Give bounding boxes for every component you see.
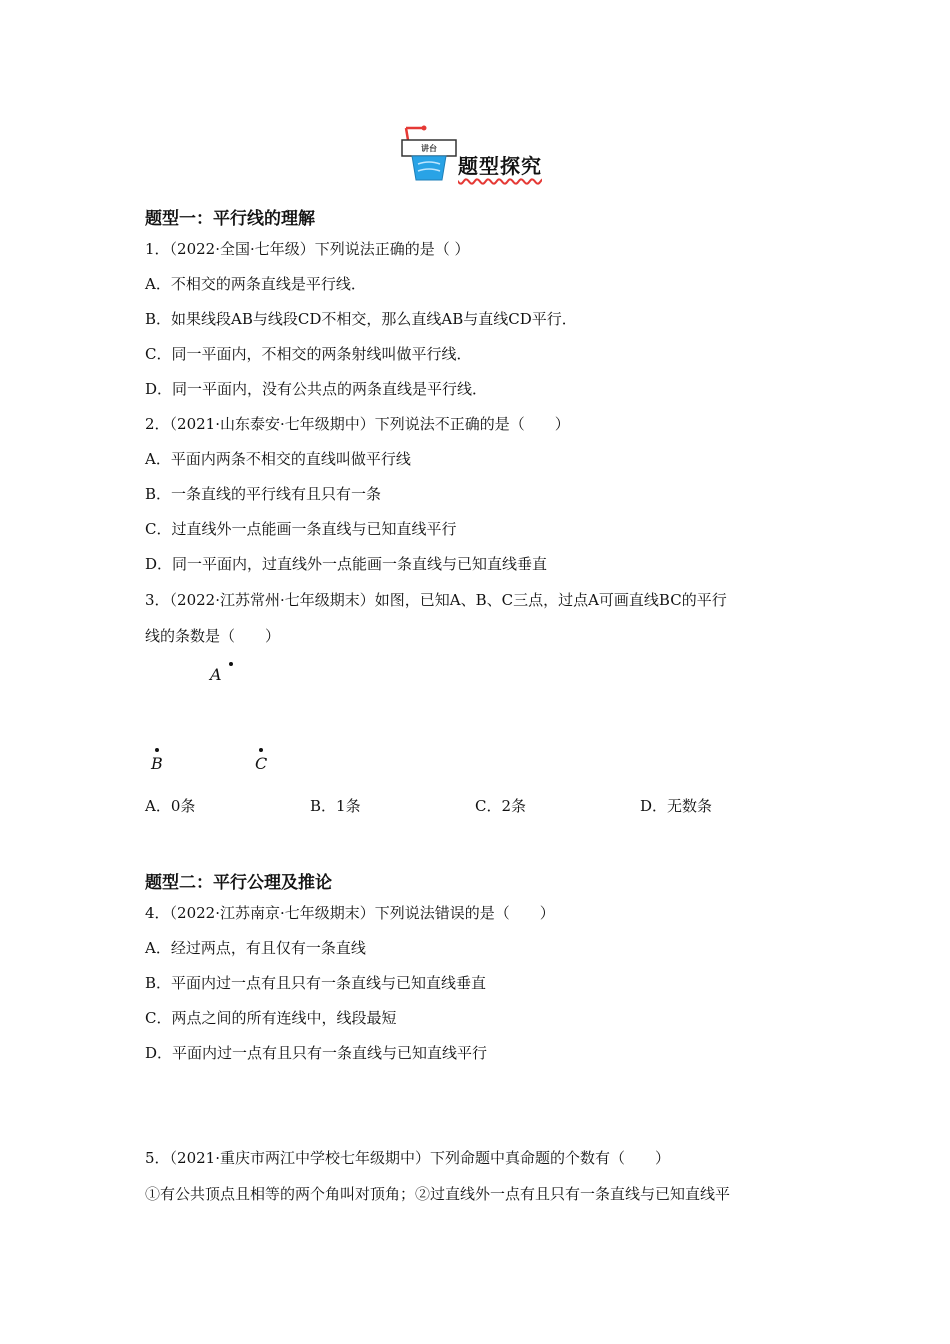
point-c-dot bbox=[259, 748, 263, 752]
point-b-dot bbox=[155, 748, 159, 752]
question-4-option-b: B．平面内过一点有且只有一条直线与已知直线垂直 bbox=[145, 974, 487, 992]
question-1-option-b: B．如果线段AB与线段CD不相交，那么直线AB与直线CD平行． bbox=[145, 310, 577, 328]
podium-label: 讲台 bbox=[421, 144, 437, 153]
question-4-option-d: D．平面内过一点有且只有一条直线与已知直线平行 bbox=[145, 1044, 488, 1062]
question-2-option-a: A．平面内两条不相交的直线叫做平行线 bbox=[145, 450, 411, 468]
point-a-label: A bbox=[210, 665, 222, 684]
question-3-option-c: C．2条 bbox=[475, 797, 527, 815]
section-title-1: 题型一：平行线的理解 bbox=[145, 209, 315, 229]
question-3-option-b: B．1条 bbox=[310, 797, 361, 815]
point-a-dot bbox=[229, 662, 233, 666]
question-3-stem-line2: 线的条数是（ ） bbox=[145, 627, 281, 645]
question-1-stem: 1．（2022·全国·七年级）下列说法正确的是（ ） bbox=[145, 240, 470, 258]
question-1-option-c: C．同一平面内，不相交的两条射线叫做平行线． bbox=[145, 345, 472, 363]
question-3-option-a: A．0条 bbox=[145, 797, 196, 815]
question-4-stem: 4．（2022·江苏南京·七年级期末）下列说法错误的是（ ） bbox=[145, 904, 555, 922]
page-header bbox=[398, 124, 558, 184]
question-5-line2: ①有公共顶点且相等的两个角叫对顶角；②过直线外一点有且只有一条直线与已知直线平 bbox=[145, 1185, 731, 1203]
question-2-option-b: B．一条直线的平行线有且只有一条 bbox=[145, 485, 382, 503]
question-2-option-c: C．过直线外一点能画一条直线与已知直线平行 bbox=[145, 520, 457, 538]
question-2-option-d: D．同一平面内，过直线外一点能画一条直线与已知直线垂直 bbox=[145, 555, 548, 573]
question-1-option-d: D．同一平面内，没有公共点的两条直线是平行线． bbox=[145, 380, 488, 398]
page-title: 题型探究 bbox=[458, 154, 542, 178]
question-4-option-c: C．两点之间的所有连线中，线段最短 bbox=[145, 1009, 397, 1027]
question-3-option-d: D．无数条 bbox=[640, 797, 713, 815]
section-title-2: 题型二：平行公理及推论 bbox=[145, 873, 332, 893]
point-c-label: C bbox=[255, 754, 268, 773]
question-4-option-a: A．经过两点，有且仅有一条直线 bbox=[145, 939, 366, 957]
question-1-option-a: A．不相交的两条直线是平行线． bbox=[145, 275, 366, 293]
question-3-stem-line1: 3．（2022·江苏常州·七年级期末）如图，已知A、B、C三点，过点A可画直线BC的平行 bbox=[145, 591, 727, 609]
podium-icon bbox=[398, 124, 458, 184]
question-2-stem: 2．（2021·山东泰安·七年级期中）下列说法不正确的是（ ） bbox=[145, 415, 570, 433]
question-5-stem: 5．（2021·重庆市两江中学校七年级期中）下列命题中真命题的个数有（ ） bbox=[145, 1149, 670, 1167]
point-b-label: B bbox=[151, 754, 163, 773]
